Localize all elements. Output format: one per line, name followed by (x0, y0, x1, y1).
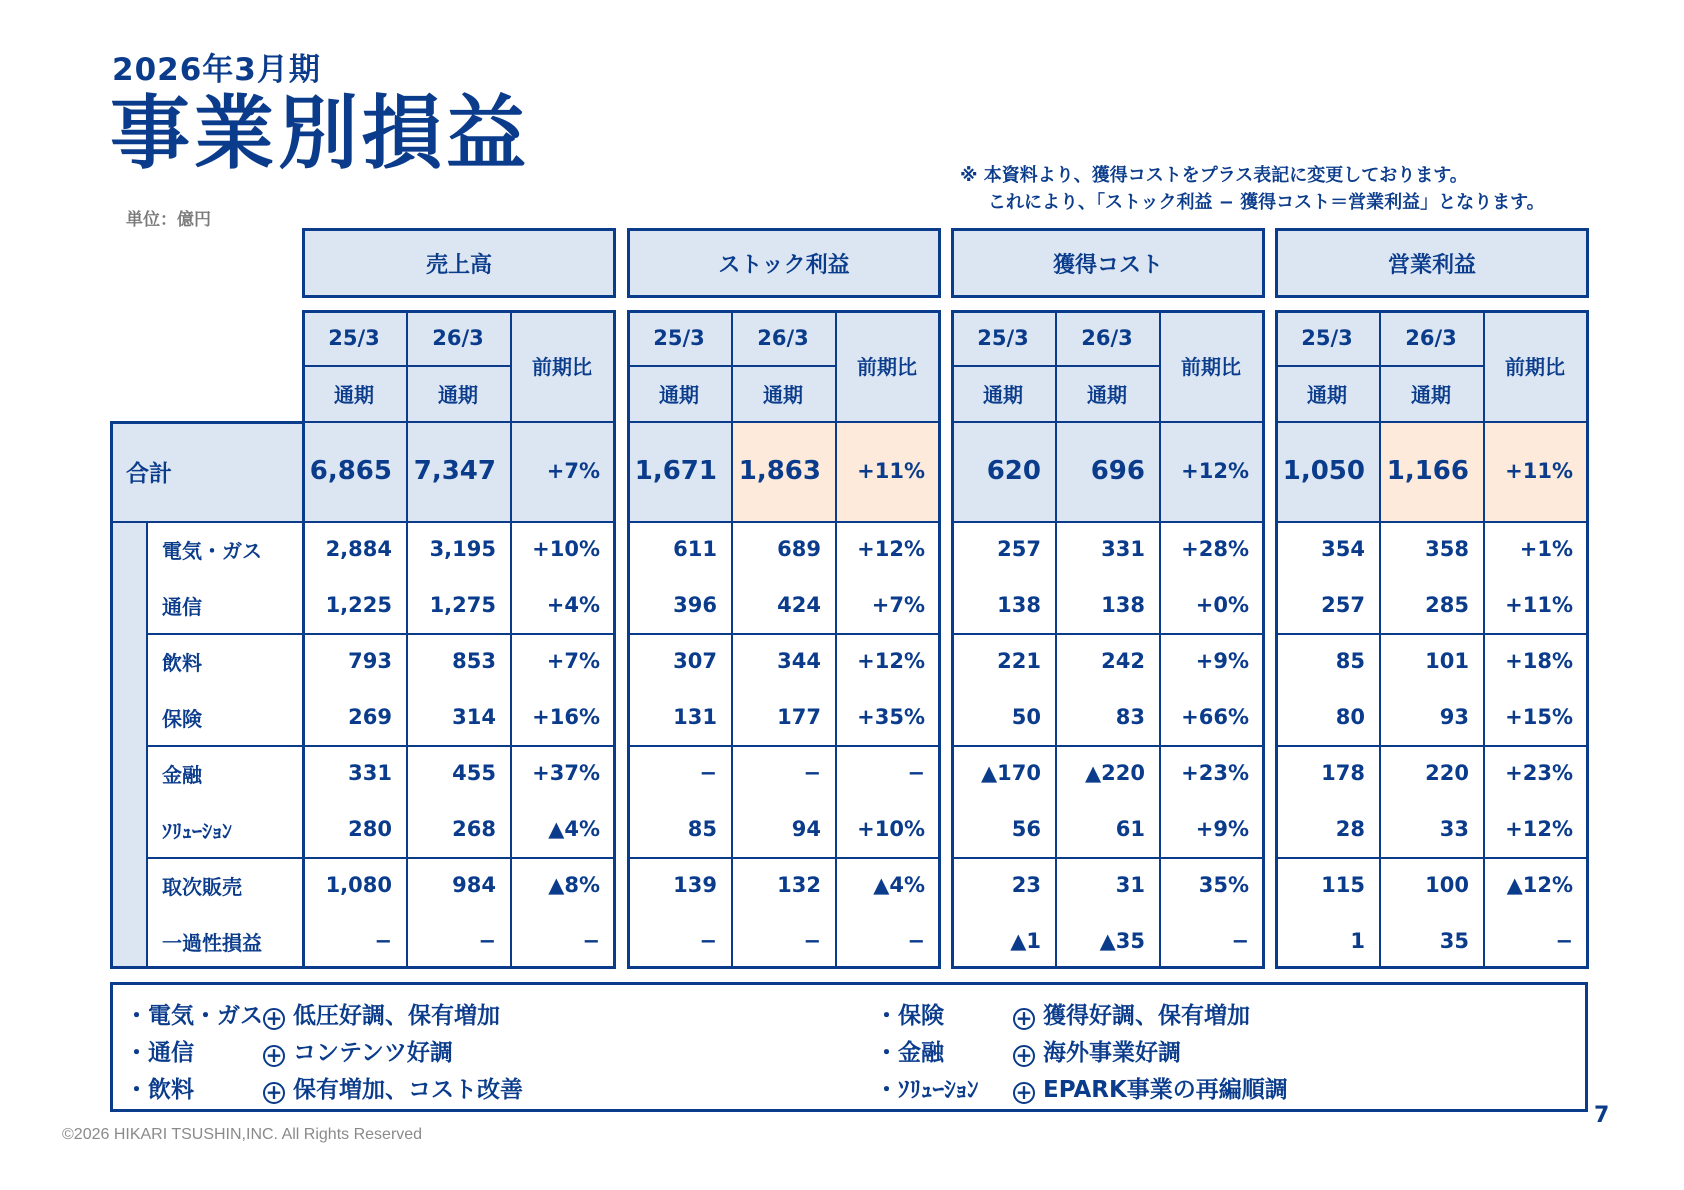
unit-label: 単位：億円 (126, 210, 211, 230)
table-cell: 56 (1011, 817, 1041, 841)
row-label: 金融 (162, 762, 202, 787)
table-cell: 396 (673, 593, 717, 617)
col-sub: 通期 (1307, 382, 1347, 407)
total-value: +11% (1505, 459, 1573, 483)
col-year: 26/3 (432, 325, 484, 350)
col-sub: 通期 (334, 382, 374, 407)
col-sub: 通期 (1087, 382, 1127, 407)
table-cell: 354 (1321, 537, 1365, 561)
table-cell: 132 (777, 873, 821, 897)
table-cell: +28% (1181, 537, 1249, 561)
group-header: 獲得コスト (951, 228, 1265, 298)
comment-item: ・保険 + 獲得好調、保有増加 (875, 1003, 1250, 1030)
table-cell: +23% (1181, 761, 1249, 785)
table-cell: +9% (1195, 817, 1249, 841)
plus-icon: + (1013, 1008, 1035, 1030)
fiscal-period: 2026年3月期 (112, 52, 321, 88)
table-cell: 331 (348, 761, 392, 785)
table-cell: +12% (857, 537, 925, 561)
note-line-1: ※ 本資料より、獲得コストをプラス表記に変更しております。 (960, 165, 1468, 186)
comment-item: ・飲料 + 保有増加、コスト改善 (125, 1077, 523, 1104)
table-cell: 280 (348, 817, 392, 841)
total-value: +11% (857, 459, 925, 483)
group-header: 営業利益 (1275, 228, 1589, 298)
table-cell: +7% (871, 593, 925, 617)
col-year: 25/3 (653, 325, 705, 350)
table-cell: 138 (997, 593, 1041, 617)
comment-item: ・金融 + 海外事業好調 (875, 1040, 1181, 1067)
table-cell: 984 (452, 873, 496, 897)
table-cell: 1 (1350, 929, 1365, 953)
col-sub: 通期 (983, 382, 1023, 407)
table-cell: 611 (673, 537, 717, 561)
table-cell: 257 (1321, 593, 1365, 617)
group-header: ストック利益 (627, 228, 941, 298)
total-value: 1,671 (634, 456, 717, 486)
plus-icon: + (263, 1045, 285, 1067)
note (960, 162, 1545, 216)
table-cell: 455 (452, 761, 496, 785)
table-cell: 314 (452, 705, 496, 729)
total-value: 7,347 (413, 456, 496, 486)
table-cell: 178 (1321, 761, 1365, 785)
table-cell: 1,225 (325, 593, 392, 617)
table-cell: +35% (857, 705, 925, 729)
table-cell: +1% (1519, 537, 1573, 561)
table-cell: − (803, 761, 821, 785)
table-cell: +0% (1195, 593, 1249, 617)
col-ratio: 前期比 (857, 355, 917, 379)
table-cell: +10% (857, 817, 925, 841)
table-cell: 269 (348, 705, 392, 729)
col-year: 25/3 (1301, 325, 1353, 350)
table-cell: 689 (777, 537, 821, 561)
table-cell: 115 (1321, 873, 1365, 897)
table-cell: 3,195 (429, 537, 496, 561)
table-cell: 358 (1425, 537, 1469, 561)
table-cell: +18% (1505, 649, 1573, 673)
table-cell: 31 (1115, 873, 1145, 897)
table-cell: − (699, 929, 717, 953)
col-ratio: 前期比 (532, 355, 592, 379)
table-cell: +10% (532, 537, 600, 561)
plus-icon: + (1013, 1082, 1035, 1104)
table-cell: 344 (777, 649, 821, 673)
segment-comments (110, 982, 1588, 1112)
table-cell: 307 (673, 649, 717, 673)
table-cell: 28 (1335, 817, 1365, 841)
table-cell: 1,275 (429, 593, 496, 617)
table-cell: ▲12% (1506, 873, 1573, 897)
table-cell: − (478, 929, 496, 953)
table-cell: +7% (546, 649, 600, 673)
page-title: 事業別損益 (110, 87, 530, 180)
table-cell: 793 (348, 649, 392, 673)
table-cell: +23% (1505, 761, 1573, 785)
table-cell: 1,080 (325, 873, 392, 897)
page-number: 7 (1594, 1103, 1610, 1128)
row-label: 保険 (162, 706, 202, 731)
table-cell: − (1231, 929, 1249, 953)
table-cell: − (907, 929, 925, 953)
group-header: 売上高 (302, 228, 616, 298)
table-cell: 83 (1115, 705, 1145, 729)
row-label: ｿﾘｭｰｼｮﾝ (162, 818, 232, 843)
table-cell: 221 (997, 649, 1041, 673)
table-cell: 100 (1425, 873, 1469, 897)
table-cell: +9% (1195, 649, 1249, 673)
total-label: 合計 (126, 460, 172, 487)
table-cell: ▲220 (1085, 761, 1145, 785)
row-label: 電気・ガス (162, 538, 262, 563)
col-ratio: 前期比 (1505, 355, 1565, 379)
col-sub: 通期 (438, 382, 478, 407)
table-cell: − (1555, 929, 1573, 953)
total-value: 620 (986, 456, 1041, 486)
table-cell: ▲170 (981, 761, 1041, 785)
table-cell: 101 (1425, 649, 1469, 673)
table-cell: 138 (1101, 593, 1145, 617)
table-cell: ▲4% (548, 817, 600, 841)
table-cell: +15% (1505, 705, 1573, 729)
col-sub: 通期 (763, 382, 803, 407)
table-cell: 177 (777, 705, 821, 729)
table-cell: 268 (452, 817, 496, 841)
table-cell: 853 (452, 649, 496, 673)
table-cell: 424 (777, 593, 821, 617)
table-cell: +12% (1505, 817, 1573, 841)
col-year: 25/3 (977, 325, 1029, 350)
col-year: 26/3 (1081, 325, 1133, 350)
table-cell: ▲35 (1099, 929, 1145, 953)
table-cell: − (803, 929, 821, 953)
table-cell: +4% (546, 593, 600, 617)
note-line-2: これにより、「ストック利益 − 獲得コスト＝営業利益」となります。 (988, 192, 1545, 213)
table-cell: − (374, 929, 392, 953)
col-year: 26/3 (1405, 325, 1457, 350)
total-value: +12% (1181, 459, 1249, 483)
table-cell: 23 (1011, 873, 1041, 897)
table-cell: − (907, 761, 925, 785)
copyright: ©2026 HIKARI TSUSHIN,INC. All Rights Reserved (62, 1126, 423, 1143)
row-label: 通信 (162, 594, 202, 619)
table-cell: 85 (1335, 649, 1365, 673)
table-cell: 33 (1439, 817, 1469, 841)
table-cell: 2,884 (325, 537, 392, 561)
table-cell: ▲4% (873, 873, 925, 897)
total-value: 1,863 (738, 456, 821, 486)
table-cell: +37% (532, 761, 600, 785)
col-year: 25/3 (328, 325, 380, 350)
row-label: 一過性損益 (162, 930, 262, 955)
table-cell: 85 (687, 817, 717, 841)
table-cell: +16% (532, 705, 600, 729)
plus-icon: + (263, 1082, 285, 1104)
table-cell: 242 (1101, 649, 1145, 673)
comment-item: ・電気・ガス + 低圧好調、保有増加 (125, 1003, 500, 1030)
table-cell: 220 (1425, 761, 1469, 785)
table-cell: 93 (1439, 705, 1469, 729)
total-value: 696 (1090, 456, 1145, 486)
comment-item: ・ｿﾘｭｰｼｮﾝ + EPARK事業の再編順調 (875, 1077, 1288, 1104)
table-cell: 257 (997, 537, 1041, 561)
col-year: 26/3 (757, 325, 809, 350)
table-cell: 285 (1425, 593, 1469, 617)
comment-item: ・通信 + コンテンツ好調 (125, 1040, 453, 1067)
table-cell: ▲1 (1010, 929, 1041, 953)
total-value: 6,865 (309, 456, 392, 486)
table-cell: +66% (1181, 705, 1249, 729)
table-cell: 35 (1439, 929, 1469, 953)
table-cell: 131 (673, 705, 717, 729)
total-value: 1,166 (1386, 456, 1469, 486)
table-cell: 80 (1335, 705, 1365, 729)
table-cell: 35% (1198, 873, 1249, 897)
table-cell: +11% (1505, 593, 1573, 617)
table-cell: − (699, 761, 717, 785)
table-cell: ▲8% (548, 873, 600, 897)
table-cell: − (582, 929, 600, 953)
table-cell: 139 (673, 873, 717, 897)
total-value: 1,050 (1282, 456, 1365, 486)
table-cell: 94 (791, 817, 821, 841)
row-label: 飲料 (162, 650, 202, 675)
total-value: +7% (546, 459, 600, 483)
col-sub: 通期 (1411, 382, 1451, 407)
row-label: 取次販売 (162, 874, 242, 899)
plus-icon: + (1013, 1045, 1035, 1067)
col-ratio: 前期比 (1181, 355, 1241, 379)
table-cell: +12% (857, 649, 925, 673)
col-sub: 通期 (659, 382, 699, 407)
table-cell: 61 (1115, 817, 1145, 841)
plus-icon: + (263, 1008, 285, 1030)
table-cell: 331 (1101, 537, 1145, 561)
table-cell: 50 (1011, 705, 1041, 729)
